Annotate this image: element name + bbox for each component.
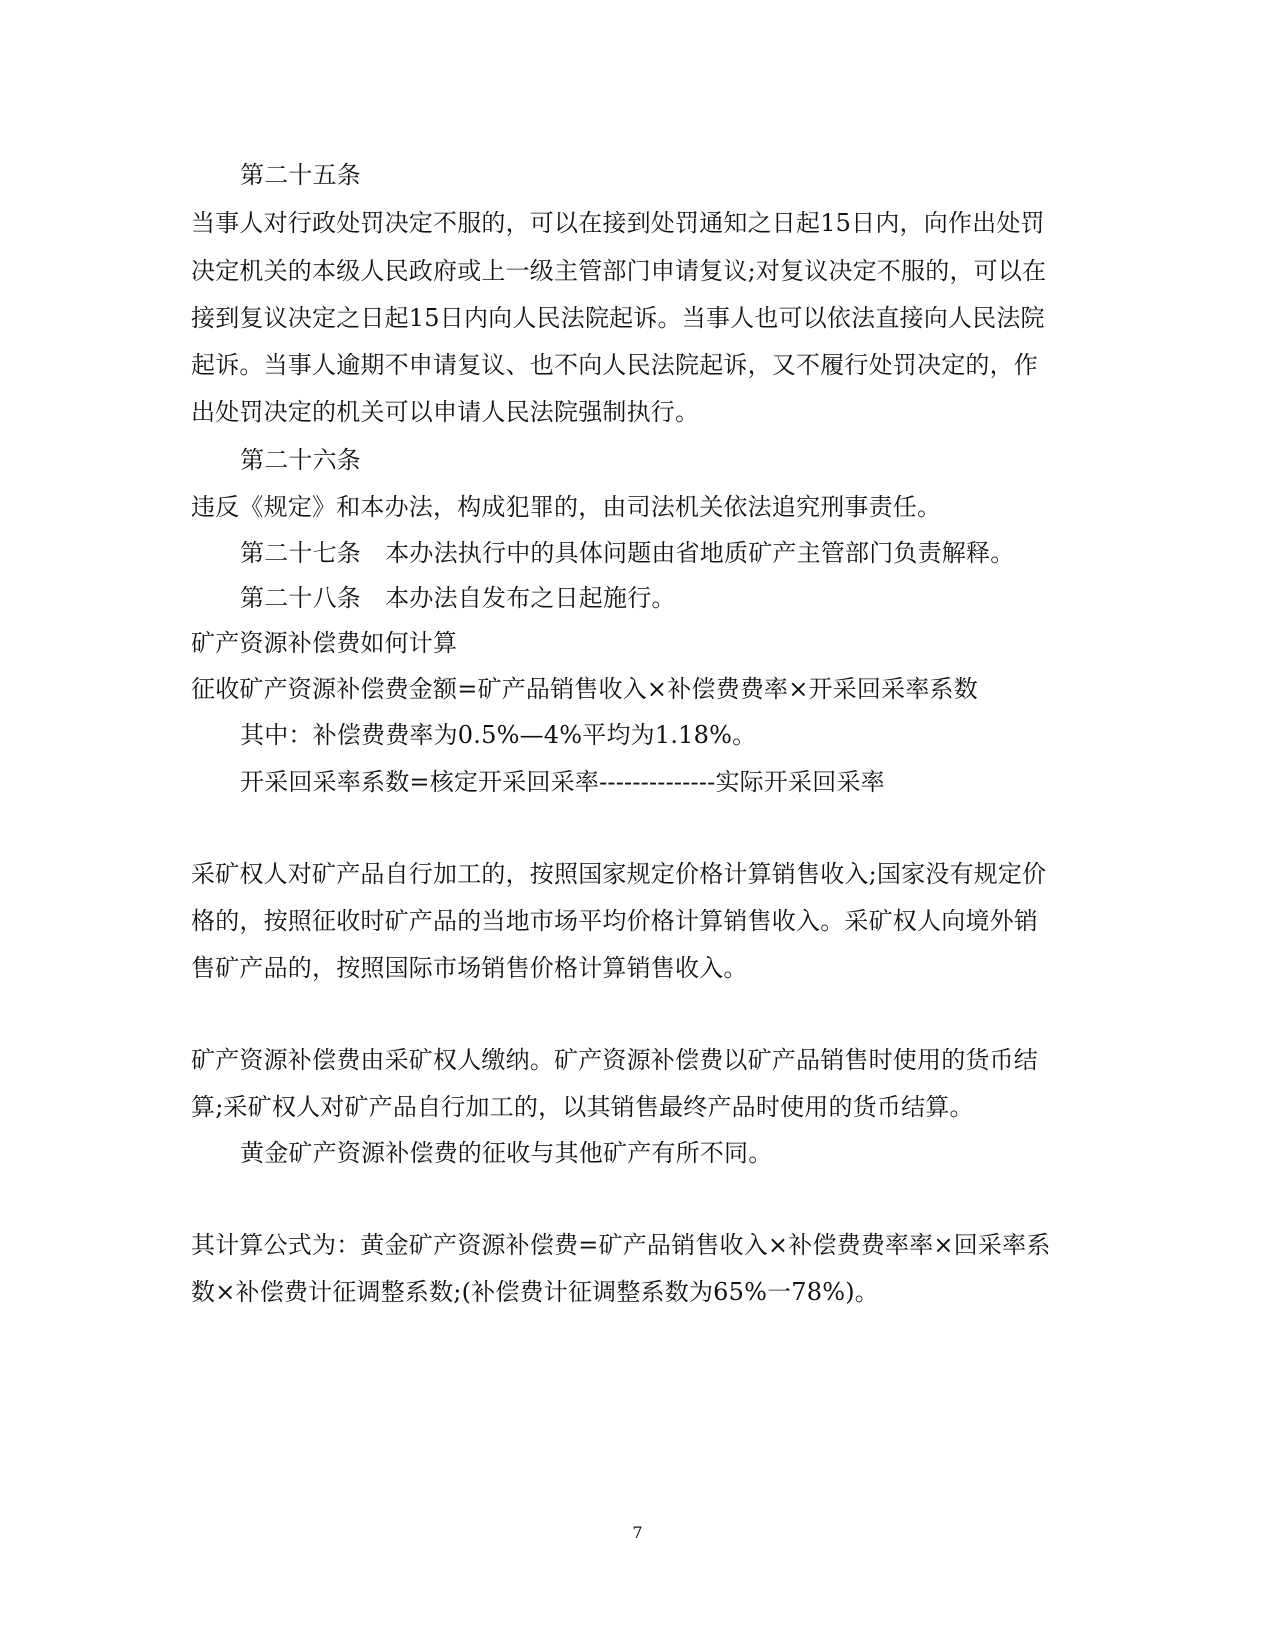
article-25-text-line-3: 接到复议决定之日起15日内向人民法院起诉。当事人也可以依法直接向人民法院 [191,304,1045,332]
gold-fee-note: 黄金矿产资源补偿费的征收与其他矿产有所不同。 [240,1139,773,1167]
gold-formula-line-2: 数×补偿费计征调整系数;(补偿费计征调整系数为65%一78%)。 [191,1278,880,1306]
gold-formula-line-1: 其计算公式为：黄金矿产资源补偿费=矿产品销售收入×补偿费费率率×回采率系 [191,1231,1051,1259]
article-25-text-line-2: 决定机关的本级人民政府或上一级主管部门申请复议;对复议决定不服的，可以在 [191,257,1047,285]
article-25-text-line-4: 起诉。当事人逾期不申请复议、也不向人民法院起诉，又不履行处罚决定的，作 [191,351,1038,379]
article-27: 第二十七条 本办法执行中的具体问题由省地质矿产主管部门负责解释。 [240,539,1015,567]
article-26-heading: 第二十六条 [240,446,361,474]
paragraph-payment-line-2: 算;采矿权人对矿产品自行加工的，以其销售最终产品时使用的货币结算。 [191,1093,974,1121]
paragraph-processing-line-1: 采矿权人对矿产品自行加工的，按照国家规定价格计算销售收入;国家没有规定价 [191,860,1047,888]
article-26-text: 违反《规定》和本办法，构成犯罪的，由司法机关依法追究刑事责任。 [191,493,942,521]
recovery-rate-formula: 开采回采率系数=核定开采回采率--------------实际开采回采率 [240,768,885,796]
article-25-heading: 第二十五条 [240,161,361,189]
fee-rate-note: 其中：补偿费费率为0.5%—4%平均为1.18%。 [240,721,757,749]
paragraph-processing-line-3: 售矿产品的，按照国际市场销售价格计算销售收入。 [191,954,748,982]
formula-main: 征收矿产资源补偿费金额=矿产品销售收入×补偿费费率×开采回采率系数 [191,675,978,703]
article-25-text-line-1: 当事人对行政处罚决定不服的，可以在接到处罚通知之日起15日内，向作出处罚 [191,209,1045,237]
article-28: 第二十八条 本办法自发布之日起施行。 [240,584,676,612]
paragraph-payment-line-1: 矿产资源补偿费由采矿权人缴纳。矿产资源补偿费以矿产品销售时使用的货币结 [191,1046,1038,1074]
paragraph-processing-line-2: 格的，按照征收时矿产品的当地市场平均价格计算销售收入。采矿权人向境外销 [191,907,1038,935]
section-heading-calculation: 矿产资源补偿费如何计算 [191,629,458,657]
page-number: 7 [632,1523,643,1542]
article-25-text-line-5: 出处罚决定的机关可以申请人民法院强制执行。 [191,398,700,426]
